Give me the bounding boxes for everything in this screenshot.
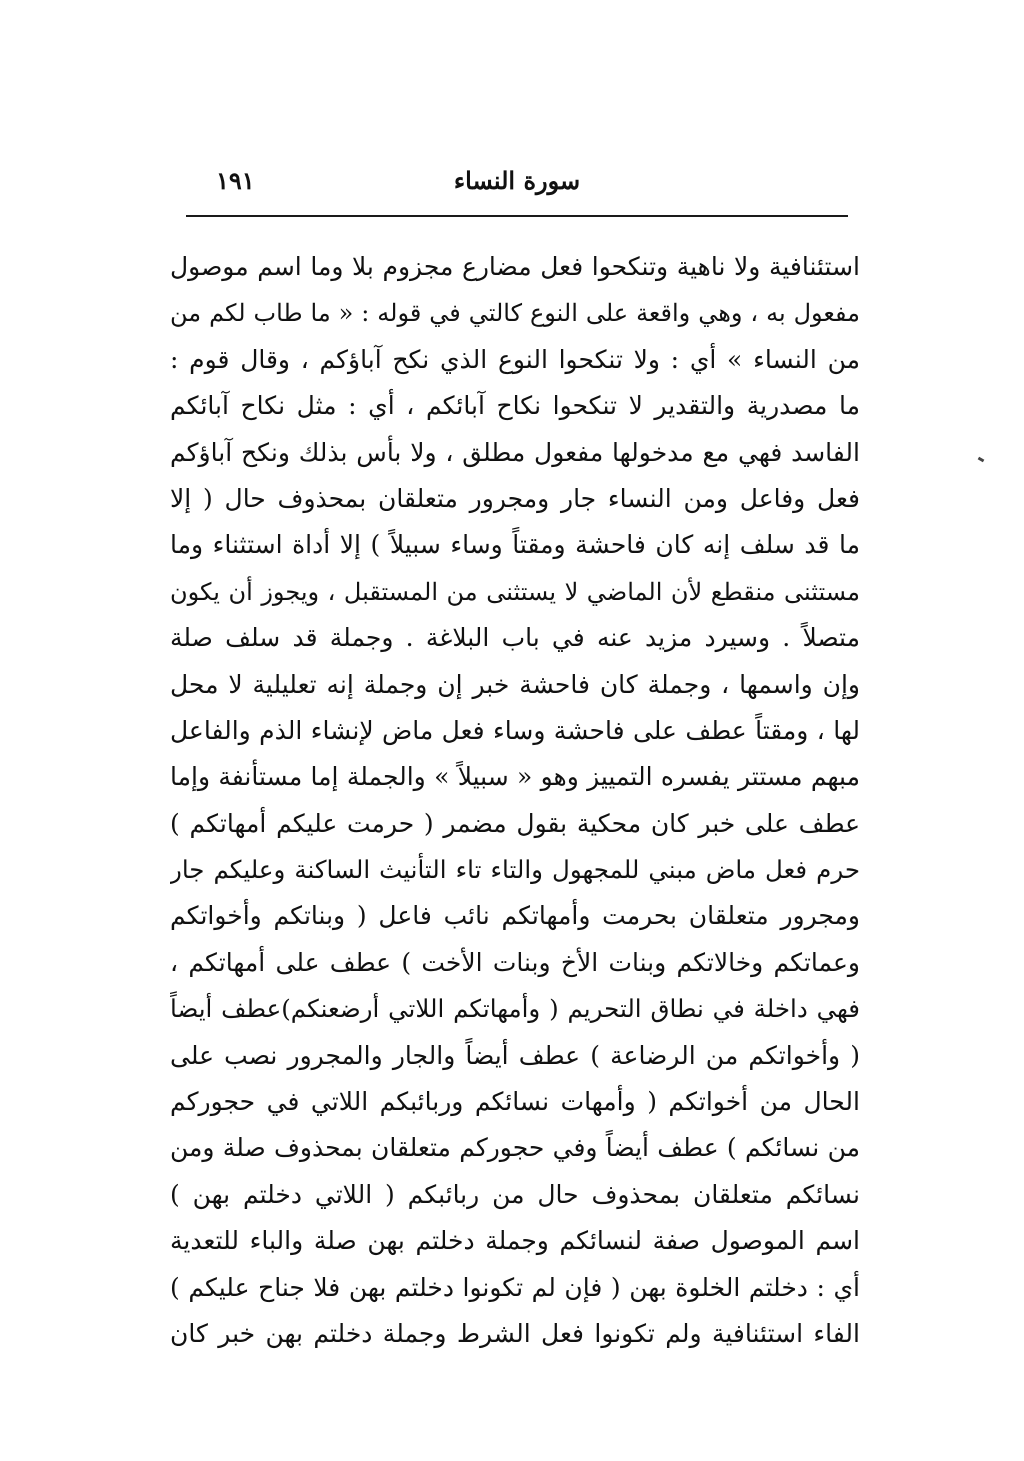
text-line: فعل وفاعل ومن النساء جار ومجرور متعلقان بمحذوف حال ( إلا bbox=[170, 483, 860, 513]
text-line: مفعول به ، وهي واقعة على النوع كالتي في قوله : « ما طاب لكم من bbox=[170, 299, 860, 328]
text-line: من نسائكم ) عطف أيضاً وفي حجوركم متعلقان بمحذوف صلة ومن bbox=[170, 1133, 860, 1163]
text-line: متصلاً . وسيرد مزيد عنه في باب البلاغة . وجملة قد سلف صلة bbox=[170, 623, 860, 653]
text-line: الفاسد فهي مع مدخولها مفعول مطلق ، ولا بأس بذلك ونكح آباؤكم bbox=[170, 437, 860, 467]
page-number: ١٩١ bbox=[216, 166, 255, 195]
text-line: مبهم مستتر يفسره التمييز وهو « سبيلاً » والجملة إما مستأنفة وإما bbox=[170, 762, 860, 792]
text-line: من النساء » أي : ولا تنكحوا النوع الذي نكح آباؤكم ، وقال قوم : bbox=[170, 344, 860, 374]
text-line: مستثنى منقطع لأن الماضي لا يستثنى من المستقبل ، ويجوز أن يكون bbox=[170, 577, 860, 606]
text-line: نسائكم متعلقان بمحذوف حال من ربائبكم ( اللاتي دخلتم بهن ) bbox=[170, 1179, 860, 1209]
header-divider bbox=[186, 215, 848, 217]
text-line: ما قد سلف إنه كان فاحشة ومقتاً وساء سبيلاً ) إلا أداة استثناء وما bbox=[170, 530, 860, 560]
text-line: لها ، ومقتاً عطف على فاحشة وساء فعل ماض لإنشاء الذم والفاعل bbox=[170, 715, 860, 745]
text-line: الفاء استئنافية ولم تكونوا فعل الشرط وجملة دخلتم بهن خبر كان bbox=[170, 1318, 860, 1348]
text-line: ما مصدرية والتقدير لا تنكحوا نكاح آبائكم ، أي : مثل نكاح آبائكم bbox=[170, 391, 860, 421]
text-line: حرم فعل ماض مبني للمجهول والتاء تاء التأنيث الساكنة وعليكم جار bbox=[170, 855, 860, 885]
text-line: ( وأخواتكم من الرضاعة ) عطف أيضاً والجار والمجرور نصب على bbox=[170, 1040, 860, 1070]
scan-speck bbox=[978, 457, 985, 463]
text-line: فهي داخلة في نطاق التحريم ( وأمهاتكم اللاتي أرضعنكم)عطف أيضاً bbox=[170, 994, 860, 1024]
text-line: استئنافية ولا ناهية وتنكحوا فعل مضارع مجزوم بلا وما اسم موصول bbox=[170, 252, 860, 281]
text-line: عطف على خبر كان محكية بقول مضمر ( حرمت عليكم أمهاتكم ) bbox=[170, 808, 860, 838]
surah-title: سورة النساء bbox=[453, 166, 581, 195]
page-body-text bbox=[170, 244, 860, 1357]
text-line: اسم الموصول صفة لنسائكم وجملة دخلتم بهن صلة والباء للتعدية bbox=[170, 1226, 860, 1256]
text-line: أي : دخلتم الخلوة بهن ( فإن لم تكونوا دخلتم بهن فلا جناح عليكم ) bbox=[170, 1272, 860, 1302]
text-line: الحال من أخواتكم ( وأمهات نسائكم وربائبكم اللاتي في حجوركم bbox=[170, 1087, 860, 1117]
text-line: ومجرور متعلقان بحرمت وأمهاتكم نائب فاعل ( وبناتكم وأخواتكم bbox=[170, 901, 860, 931]
text-line: وعماتكم وخالاتكم وبنات الأخ وبنات الأخت ) عطف على أمهاتكم ، bbox=[170, 947, 860, 977]
text-line: وإن واسمها ، وجملة كان فاحشة خبر إن وجملة إنه تعليلية لا محل bbox=[170, 669, 860, 699]
page-header bbox=[186, 158, 848, 206]
